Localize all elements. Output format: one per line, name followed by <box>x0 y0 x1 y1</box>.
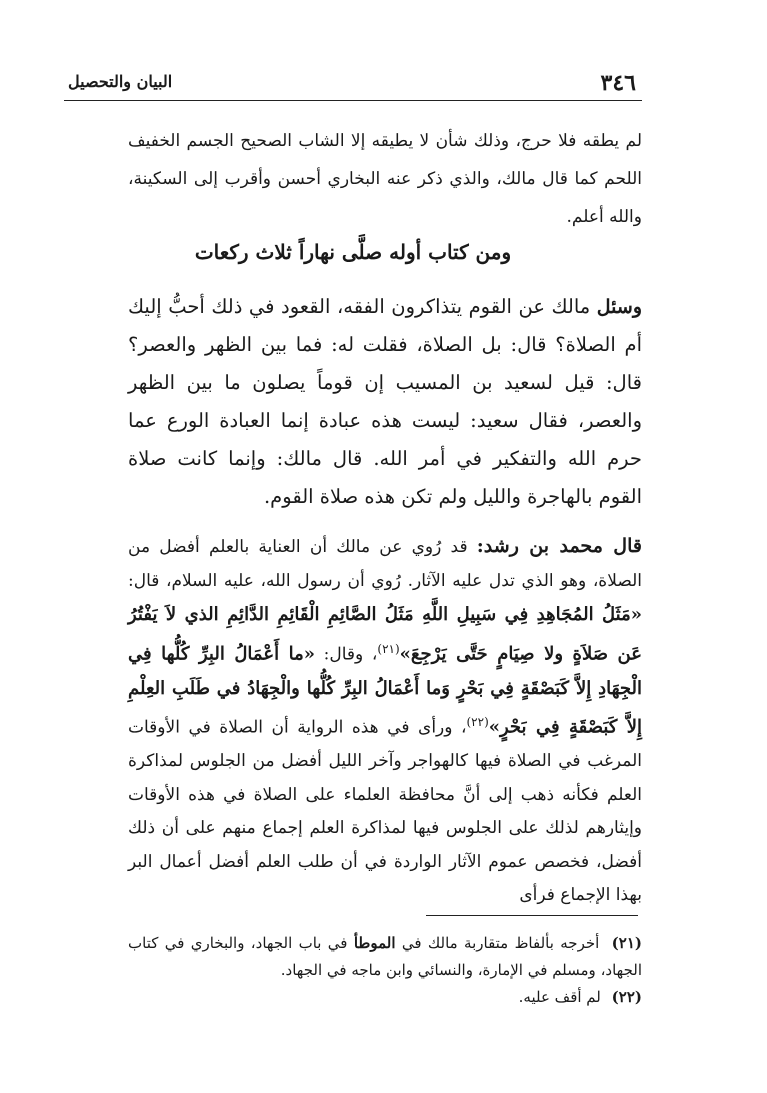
footnote-text: أخرجه بألفاظ متقاربة مالك في <box>401 934 600 952</box>
footnote-21 <box>128 930 642 984</box>
footnote-text: لم أقف عليه. <box>518 988 601 1006</box>
footnote-separator <box>426 915 638 916</box>
paragraph-1-text: لم يطقه فلا حرج، وذلك شأن لا يطيقه إلا الشاب الصحيح الجسم الخفيف اللحم كما قال مالك، والذي ذكر عنه البخاري أحسن وأقرب إلى السكينة، والله أعلم. <box>128 131 642 227</box>
paragraph-3 <box>128 530 642 913</box>
paragraph-1 <box>128 122 642 236</box>
paragraph-3-intro: قد رُوي عن مالك أن العناية بالعلم أفضل من الصلاة، وهو الذي تدل عليه الآثار. رُوي أن رسول الله، عليه السلام، قال: <box>128 537 642 591</box>
footnote-22 <box>128 984 642 1011</box>
section-heading: ومن كتاب أوله صلَّى نهاراً ثلاث ركعات <box>194 240 512 264</box>
paragraph-3-emphasis: محافظة العلماء على الصلاة في هذه الأوقات وإيثارهم لذلك على الجلوس فيها لمذاكرة العلم <box>128 784 643 839</box>
footnote-text: في باب الجهاد، والبخاري في كتاب الجهاد، ومسلم في الإمارة، والنسائي وابن ماجه في الجهاد. <box>128 934 642 979</box>
paragraph-3-lead: قال محمد بن رشد: <box>476 535 642 557</box>
book-title: البيان والتحصيل <box>68 72 173 91</box>
hadith-1: «مَثَلُ المُجَاهِدِ فِي سَبِيلِ اللَّهِ مَثَلُ الصَّائِمِ الْقَائِمِ الدَّائِمِ الذي لاَ يَفْتُرُ عَن صَلاَةٍ ولا صِيَامٍ حَتَّى يَرْجِعَ» <box>128 604 642 665</box>
paragraph-2-text: مالك عن القوم يتذاكرون الفقه، القعود في ذلك أحبُّ إليك أم الصلاة؟ قال: بل الصلاة، فقلت له: فما بين الظهر والعصر؟ قال: قيل لسعيد بن المسيب إن قوماً يصلون ما بين الظهر والعصر، فقال سعيد: ليست هذه عبادة إنما العبادة الورع عما حرم الله والتفكير في أمر الله. قال مالك: وإنما كانت صلاة القوم بالهاجرة والليل ولم تكن هذه صلاة القوم. <box>128 295 642 508</box>
footnote-book-title: الموطأ <box>353 934 396 952</box>
paragraph-3-rest-after: إجماع منهم على أن ذلك أفضل، فخصص عموم الآثار الواردة في أن طلب العلم أفضل أعمال البر بهذا الإجماع فرأى <box>128 818 642 906</box>
footnotes <box>128 930 642 1011</box>
paragraph-3-rest-before: ، ورأى في هذه الرواية أن الصلاة في الأوقات المرغب في الصلاة فيها كالهواجر وآخر الليل أفضل من الجلوس لمذاكرة العلم فكأنه ذهب إلى أنَّ <box>128 717 642 805</box>
footnote-ref-21: (٢١) <box>377 641 400 656</box>
page-number: ٣٤٦ <box>600 70 636 96</box>
paragraph-3-connector: ، وقال: <box>323 644 378 665</box>
paragraph-2-lead: وسئل <box>596 296 642 318</box>
footnote-ref-22: (٢٢) <box>466 715 489 730</box>
running-header <box>64 66 642 101</box>
hadith-2: «ما أَعْمَالُ البِرِّ كُلُّها فِي الْجِهَادِ إِلاَّ كَبَصْقَةٍ فِي بَحْرٍ وَما أَعْمَالُ البِرِّ كُلُّها والْجِهَادُ في طَلَبِ العِلْمِ إِلاَّ كَبَصْقَةٍ فِي بَحْرٍ» <box>128 643 642 738</box>
footnote-number: (٢٢) <box>611 988 642 1006</box>
paragraph-2 <box>128 288 642 516</box>
footnote-number: (٢١) <box>611 934 642 952</box>
